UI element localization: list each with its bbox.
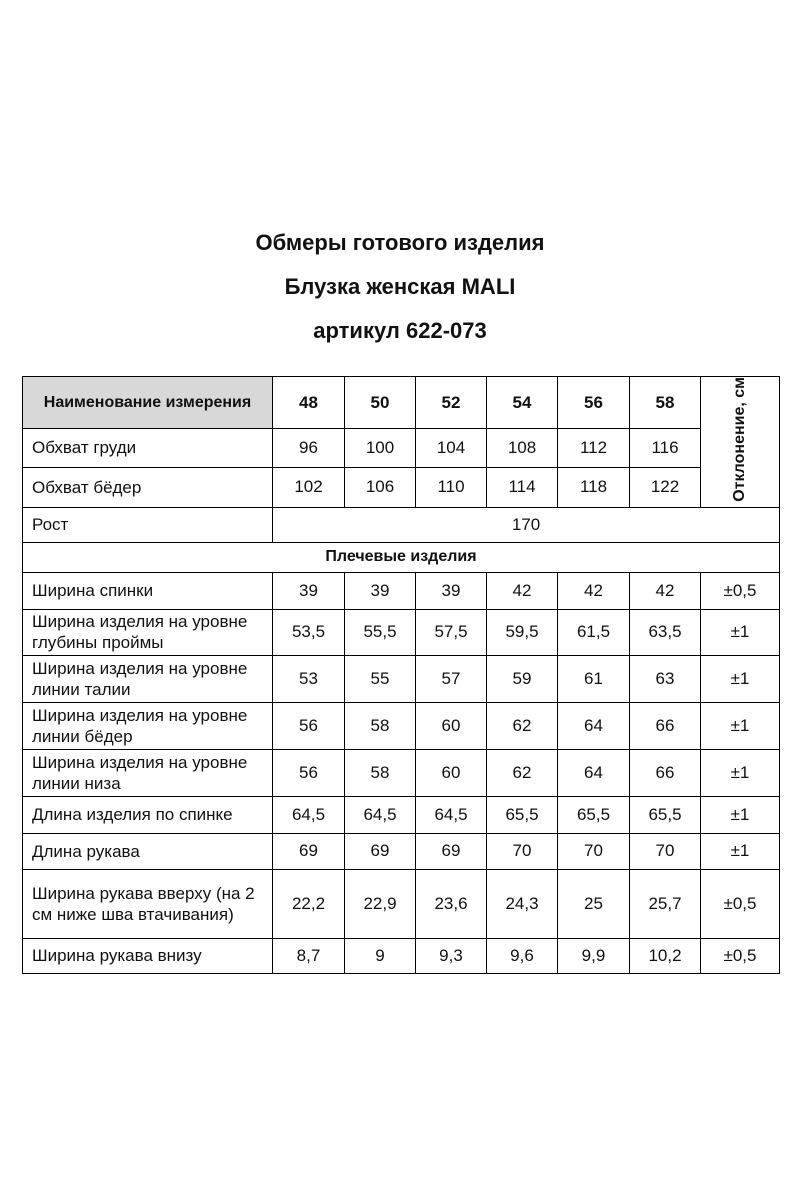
measurement-value: 69 (416, 833, 487, 869)
measurement-value: 58 (345, 702, 416, 749)
table-row (23, 609, 780, 655)
measurement-value: 100 (345, 429, 416, 468)
measurement-value: 60 (416, 702, 487, 749)
measurement-value: 53,5 (273, 609, 345, 655)
measurement-value: 10,2 (630, 938, 701, 973)
table-row (23, 749, 780, 796)
measurement-value: 55,5 (345, 609, 416, 655)
measurement-value: 70 (487, 833, 558, 869)
header-size: 58 (630, 377, 701, 429)
measurement-value: 108 (487, 429, 558, 468)
deviation-value: ±0,5 (701, 572, 780, 609)
measurement-name: Длина рукава (23, 833, 273, 869)
measurement-name: Ширина изделия на уровне линии талии (23, 655, 273, 702)
measurement-value: 102 (273, 467, 345, 507)
deviation-value: ±0,5 (701, 938, 780, 973)
measurement-value: 39 (345, 572, 416, 609)
measurement-value: 69 (345, 833, 416, 869)
measurement-value: 64,5 (273, 796, 345, 833)
measurement-value: 65,5 (558, 796, 630, 833)
measurement-value: 112 (558, 429, 630, 468)
measurement-name: Ширина изделия на уровне глубины проймы (23, 609, 273, 655)
measurement-value: 55 (345, 655, 416, 702)
deviation-value: ±0,5 (701, 869, 780, 938)
measurement-value: 8,7 (273, 938, 345, 973)
deviation-value: ±1 (701, 702, 780, 749)
size-chart-table (22, 376, 780, 974)
measurement-value: 64 (558, 702, 630, 749)
header-deviation (701, 377, 780, 508)
document-titles (0, 232, 800, 342)
measurement-value: 25,7 (630, 869, 701, 938)
measurement-value: 118 (558, 467, 630, 507)
table-row (23, 702, 780, 749)
measurement-value: 96 (273, 429, 345, 468)
measurement-value: 9,6 (487, 938, 558, 973)
deviation-value: ±1 (701, 796, 780, 833)
measurement-value: 57 (416, 655, 487, 702)
header-deviation-label: Отклонение, см (731, 377, 748, 502)
measurement-value: 114 (487, 467, 558, 507)
measurement-name: Ширина изделия на уровне линии низа (23, 749, 273, 796)
measurement-value: 56 (273, 702, 345, 749)
measurement-value: 61,5 (558, 609, 630, 655)
header-size: 56 (558, 377, 630, 429)
measurement-value: 70 (630, 833, 701, 869)
deviation-value: ±1 (701, 609, 780, 655)
table-row (23, 938, 780, 973)
measurement-value: 104 (416, 429, 487, 468)
measurement-name: Ширина спинки (23, 572, 273, 609)
measurement-value: 60 (416, 749, 487, 796)
measurement-value: 42 (487, 572, 558, 609)
deviation-value: ±1 (701, 655, 780, 702)
measurement-name: Обхват бёдер (23, 467, 273, 507)
measurement-value: 22,2 (273, 869, 345, 938)
measurement-value: 53 (273, 655, 345, 702)
measurement-value: 59 (487, 655, 558, 702)
measurement-value: 59,5 (487, 609, 558, 655)
height-row (23, 507, 780, 542)
table-row (23, 833, 780, 869)
measurement-value: 65,5 (630, 796, 701, 833)
deviation-value: ±1 (701, 749, 780, 796)
measurement-name: Длина изделия по спинке (23, 796, 273, 833)
measurement-name: Ширина рукава внизу (23, 938, 273, 973)
measurement-value: 9,9 (558, 938, 630, 973)
measurement-value: 22,9 (345, 869, 416, 938)
table-row (23, 572, 780, 609)
measurement-value: 24,3 (487, 869, 558, 938)
measurement-value: 42 (630, 572, 701, 609)
measurement-value: 9 (345, 938, 416, 973)
measurement-value: 64,5 (345, 796, 416, 833)
measurement-value: 61 (558, 655, 630, 702)
measurement-name: Ширина рукава вверху (на 2 см ниже шва втачивания) (23, 869, 273, 938)
measurement-value: 65,5 (487, 796, 558, 833)
measurement-value: 25 (558, 869, 630, 938)
measurement-value: 9,3 (416, 938, 487, 973)
measurement-name: Рост (23, 507, 273, 542)
measurement-value: 23,6 (416, 869, 487, 938)
measurement-value: 64 (558, 749, 630, 796)
measurement-value: 39 (416, 572, 487, 609)
measurement-value: 62 (487, 749, 558, 796)
measurement-value: 70 (558, 833, 630, 869)
measurement-value: 62 (487, 702, 558, 749)
section-row (23, 542, 780, 572)
measurement-value: 56 (273, 749, 345, 796)
measurement-value: 39 (273, 572, 345, 609)
measurement-name: Обхват груди (23, 429, 273, 468)
measurement-value: 106 (345, 467, 416, 507)
measurement-value: 66 (630, 702, 701, 749)
measurement-value: 122 (630, 467, 701, 507)
table-row (23, 655, 780, 702)
header-row (23, 377, 780, 429)
table-row (23, 467, 780, 507)
height-value: 170 (273, 507, 780, 542)
header-size: 52 (416, 377, 487, 429)
measurement-value: 57,5 (416, 609, 487, 655)
measurement-value: 58 (345, 749, 416, 796)
measurement-value: 66 (630, 749, 701, 796)
measurement-name: Ширина изделия на уровне линии бёдер (23, 702, 273, 749)
section-label: Плечевые изделия (23, 542, 780, 572)
table-row (23, 429, 780, 468)
header-size: 54 (487, 377, 558, 429)
header-size: 50 (345, 377, 416, 429)
measurement-value: 116 (630, 429, 701, 468)
header-measurement-name: Наименование измерения (23, 377, 273, 429)
deviation-value: ±1 (701, 833, 780, 869)
measurement-value: 42 (558, 572, 630, 609)
table-row (23, 869, 780, 938)
article-number: артикул 622-073 (313, 318, 487, 343)
measurement-value: 69 (273, 833, 345, 869)
document-title: Обмеры готового изделия (255, 230, 545, 255)
product-name: Блузка женская MALI (284, 274, 516, 299)
measurement-value: 64,5 (416, 796, 487, 833)
header-size: 48 (273, 377, 345, 429)
measurement-value: 110 (416, 467, 487, 507)
measurement-value: 63,5 (630, 609, 701, 655)
measurement-value: 63 (630, 655, 701, 702)
table-row (23, 796, 780, 833)
